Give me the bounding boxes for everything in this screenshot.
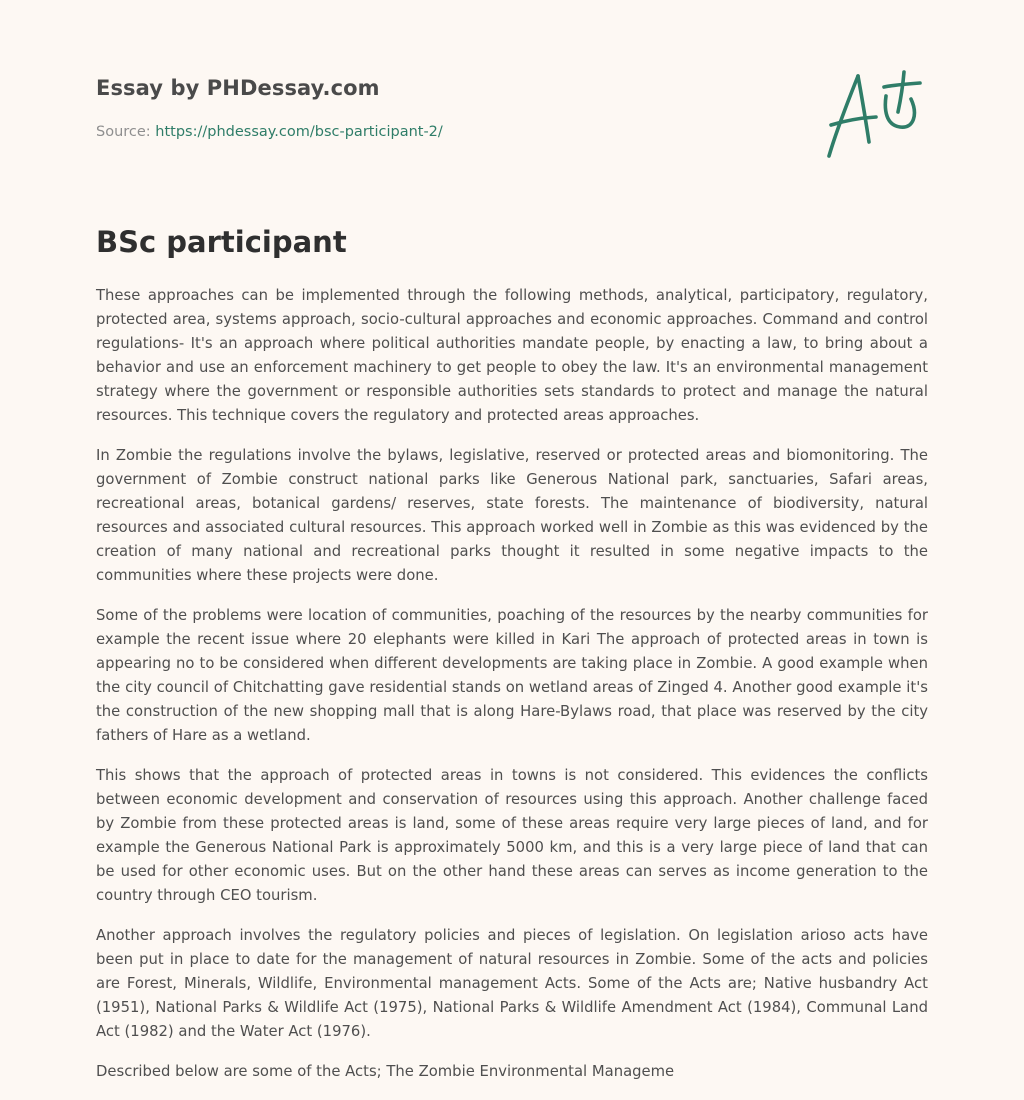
a-plus-logo-icon bbox=[826, 70, 924, 162]
source-label: Source: bbox=[96, 124, 151, 140]
source-line bbox=[96, 124, 443, 140]
essay-paragraph: Described below are some of the Acts; The Zombie Environmental Manageme bbox=[96, 1063, 675, 1080]
essay-body bbox=[96, 284, 928, 1100]
brand-title: Essay by PHDessay.com bbox=[96, 76, 380, 100]
essay-paragraph: Another approach involves the regulatory policies and pieces of legislation. On legislation arioso acts have been put in place to date for the management of natural resources in Zombie. Some of the acts and policies are Forest, Minerals, Wildlife, Environmental management Acts. Some of the Acts are; Native husbandry Act (1951), National Parks & Wildlife Act (1975), National Parks & Wildlife Amendment Act (1984), Communal Land Act (1982) and the Water Act (1976). bbox=[96, 927, 928, 1040]
page-header bbox=[96, 74, 928, 184]
essay-paragraph: This shows that the approach of protected areas in towns is not considered. This evidences the conflicts between economic development and conservation of resources using this approach. Another challenge faced by Zombie from these protected areas is land, some of these areas require very large pieces of land, and for example the Generous National Park is approximately 5000 km, and this is a very large piece of land that can be used for other economic uses. But on the other hand these areas can serves as income generation to the country through CEO tourism. bbox=[96, 767, 928, 904]
essay-title: BSc participant bbox=[96, 225, 347, 259]
essay-paragraph: Some of the problems were location of communities, poaching of the resources by the nearby communities for example the recent issue where 20 elephants were killed in Kari The approach of protected areas in town is appearing no to be considered when different developments are taking place in Zombie. A good example when the city council of Chitchatting gave residential stands on wetland areas of Zinged 4. Another good example it's the construction of the new shopping mall that is along Hare-Bylaws road, that place was reserved by the city fathers of Hare as a wetland. bbox=[96, 607, 928, 744]
essay-paragraph: In Zombie the regulations involve the bylaws, legislative, reserved or protected areas and biomonitoring. The government of Zombie construct national parks like Generous National park, sanctuaries, Safari areas, recreational areas, botanical gardens/ reserves, state forests. The maintenance of biodiversity, natural resources and associated cultural resources. This approach worked well in Zombie as this was evidenced by the creation of many national and recreational parks thought it resulted in some negative impacts to the communities where these projects were done. bbox=[96, 447, 928, 584]
essay-paragraph: These approaches can be implemented through the following methods, analytical, participatory, regulatory, protected area, systems approach, socio-cultural approaches and economic approaches. Command and control regulations- It's an approach where political authorities mandate people, by enacting a law, to bring about a behavior and use an enforcement machinery to get people to obey the law. It's an environmental management strategy where the government or responsible authorities sets standards to protect and manage the natural resources. This technique covers the regulatory and protected areas approaches. bbox=[96, 287, 928, 424]
source-link[interactable]: https://phdessay.com/bsc-participant-2/ bbox=[155, 124, 443, 140]
